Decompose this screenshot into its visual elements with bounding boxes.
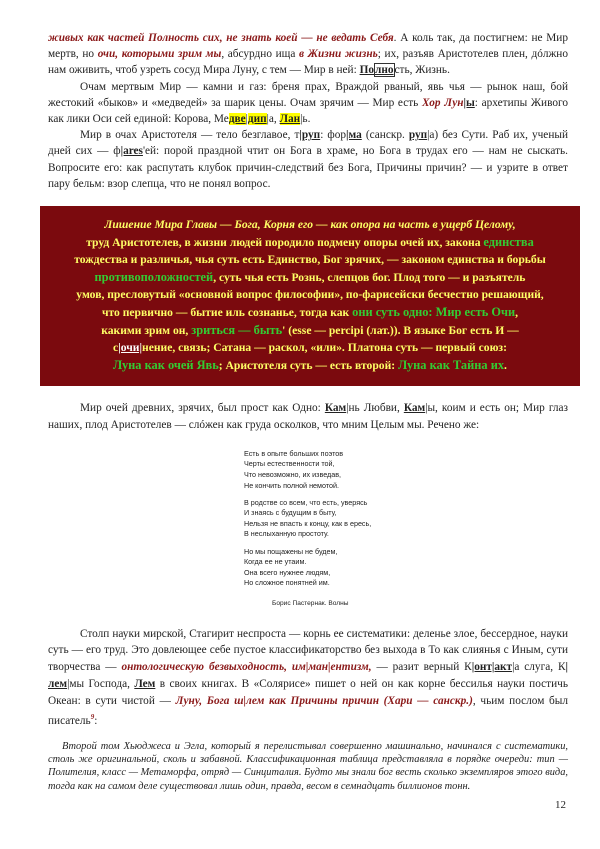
page-number: 12 [555,799,566,811]
banner-line-3: тождества и различья, чья суть есть Единство, Бог зрячих, — законом единства и борьбы [74,253,546,267]
banner-line-7: какими зрим он, зриться — быть' (esse — percipi (лат.)). В языке Бог есть И — [101,322,519,337]
poem-stanza-1: Есть в опыте больших поэтов Черты естественности той, Что невозможно, их изведав, Не кончить полной немотой. [244,448,344,490]
banner-line-4: противоположностей, суть чья есть Рознь, слепцов бог. Плод того — и разъятель [94,269,526,284]
banner-line-6: что первично — бытие иль сознанье, тогда как они суть одно: Мир есть Очи, [101,305,519,319]
banner-line-8: с|очи|нение, связь; Сатана — раскол, «или». Платона суть — первый союз: [113,341,507,355]
banner-line-9: Луна как очей Явь; Аристотеля суть — есть второй: Луна как Тайна их. [113,357,507,372]
paragraph-1: живых как частей Полность сих, не знать коей — не ведать Себя. А коль так, да постигнем: не Мир мертв, но очи, которыми зрим мы, абсурдно ища в Жизни жизнь; их, разъяв Аристотелев плен, дóлжно нам оживить, чтоб узреть сосуд Мира Луну, с тем — Мир в ней: Полность, Жизнь. [48,32,568,77]
banner-line-5: умов, пресловутый «основной вопрос философии», по-фарисейски бесчестно решающий, [76,288,544,302]
paragraph-5: Столп науки мирской, Стагирит неспроста — корнь ее систематики: деленье злое, бессердное, науки суть — его труд. Это довлеющее себе пустое классификаторство без выхода в То как слиянья с Иным, сути творчества — онтологическую безвыходность, им|ман|ентизм, — разит верный К|онт|акт|а слуга, К|лем|мы Господа, Лем в своих книгах. В «Солярисе» пишет о ней он как корне бессилья науки постичь Океан: в сути чистой — Луну, Бога ш|лем как Причины причин (Хари — санскр.), чьим послом был писатель$^9$: [48,627,569,728]
banner-line-1: Лишение Мира Главы — Бога, Корня его — как опора на часть в ущерб Целому, [104,218,516,232]
page-body [48,30,568,793]
poem-author: Борис Пастернак. Волны [272,599,349,607]
paragraph-4: Мир очей древних, зрячих, был прост как Одно: Кам|нь Любви, Кам|ы, коим и есть он; Мир глаз наших, плод Аристотелев — слóжен как груда осколков, что мним Целым мы. Речено же: [48,402,568,431]
paragraph-3: Мир в очах Аристотеля — тело безглавое, т|руп: фор|ма (санскр. руп|а) без Сути. Раб их, ученый дней сих — ф|ares'ей: порой праздной чтит он Бога в храме, но Бога в трудах его — нам не сыскать. Вопросите его: как распутать клубок причин-следствий без Бога, Причины причин? — и узрите в ответ пару бельм: взор слепца, что не понял вопрос. [48,129,568,190]
poem-stanza-3: Но мы пощажены не будем, Когда ее не утаим. Она всего нужнее людям, Но сложное понятней им. [244,546,338,588]
footnote-ref[interactable]: 9 [90,713,95,722]
highlight-banner [40,206,580,386]
p1-red-lead: живых как частей Полность сих, не знать коей — не ведать Себя [48,32,394,44]
poem [244,449,568,610]
solaris-quote: Второй том Хьюджеса и Эгла, который я перелистывал совершенно машинально, начинался с систематики, столь же оригинальной, сколь и забавной. Классификационная таблица представляла в порядке очереди: тип — Полителия, класс — Метаморфа, отряд — Синциталия. Будто мы знали бог весть сколько экземпляров этого вида, тогда как на самом деле существовал лишь один, правда, весом в семнадцать биллионов тонн. [48,741,568,792]
paragraph-2: Очам мертвым Мир — камни и газ: бреня прах, Враждой рваный, явь чья — рынок наш, бой жестокий «быков» и «медведей» за шарик цены. Очам зрячим — Мир есть Хор Лун|ы: архетипы Живого как лики Оси сей единой: Корова, Медве|дип|а, Лан|ь. [48,80,568,126]
poem-stanza-2: В родстве со всем, что есть, уверясь И знаясь с будущим в быту, Нельзя не впасть к концу, как в ересь, В неслыханную простоту. [244,497,372,539]
banner-line-2: труд Аристотелев, в жизни людей породило подмену опоры очей их, закона единства [86,234,534,249]
